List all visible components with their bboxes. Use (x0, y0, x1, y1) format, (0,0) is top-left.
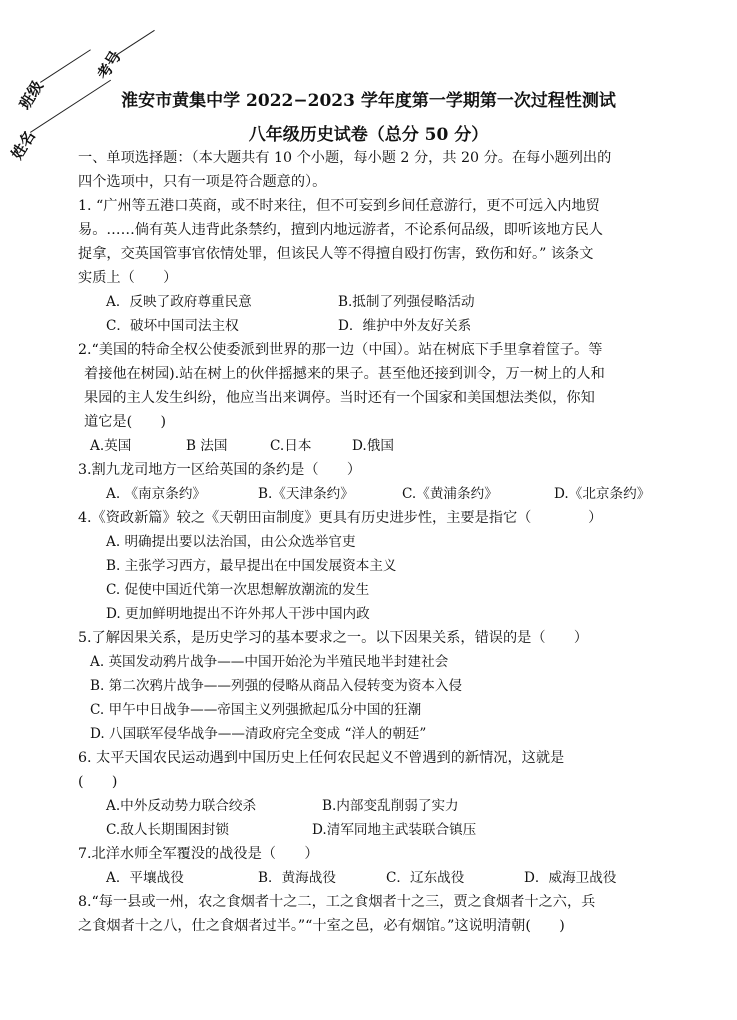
section-heading-line1: 一、单项选择题：（本大题共有 10 个小题，每小题 2 分，共 20 分。在每小题列出的 (78, 150, 612, 166)
exam-subtitle: 八年级历史试卷（总分 50 分） (248, 125, 489, 145)
q1-stem-line3: 捉拿，交英国管事官依情处罪，但该民人等不得擅自殴打伤害，致伤和好。” 该条文 (78, 246, 594, 262)
q3-option-c[interactable]: C.《黄浦条约》 (402, 486, 498, 502)
name-label: 姓名 (7, 127, 39, 163)
q2-stem-line2: 着接他在树园).站在树上的伙伴摇撼来的果子。甚至他还接到训令，万一树上的人和 (84, 366, 605, 382)
id-label: 考号 (93, 47, 125, 83)
q2-option-d[interactable]: D.俄国 (352, 438, 394, 454)
q4-option-a[interactable]: A. 明确提出要以法治国，由公众选举官吏 (106, 534, 356, 550)
q8-stem-line1: 8.“每一县或一州，农之食烟者十之二，工之食烟者十之三，贾之食烟者十之六，兵 (78, 894, 596, 910)
q3-option-a[interactable]: A. 《南京条约》 (106, 486, 207, 502)
q2-stem-line4: 道它是( ) (84, 414, 167, 430)
q2-stem-line1: 2.“美国的特命全权公使委派到世界的那一边（中国）。站在树底下手里拿着筐子。等 (78, 342, 603, 358)
q1-option-a[interactable]: A．反映了政府尊重民意 (106, 294, 252, 310)
q6-option-b[interactable]: B.内部变乱削弱了实力 (322, 798, 459, 814)
q6-option-a[interactable]: A.中外反动势力联合绞杀 (106, 798, 257, 814)
id-blank-line (114, 30, 155, 57)
q6-stem-line2: ( ) (78, 774, 118, 790)
q3-option-b[interactable]: B.《天津条约》 (258, 486, 354, 502)
q5-option-a[interactable]: A. 英国发动鸦片战争——中国开始沦为半殖民地半封建社会 (90, 654, 449, 670)
q5-stem: 5.了解因果关系，是历史学习的基本要求之一。以下因果关系，错误的是（ ） (78, 630, 589, 646)
class-label: 班级 (15, 77, 47, 113)
q1-stem-line4: 实质上（ ） (78, 270, 178, 286)
q5-option-b[interactable]: B. 第二次鸦片战争——列强的侵略从商品入侵转变为资本入侵 (90, 678, 463, 694)
q2-option-b[interactable]: B 法国 (186, 438, 228, 454)
q5-option-d[interactable]: D. 八国联军侵华战争——清政府完全变成 “洋人的朝廷” (90, 726, 427, 742)
q5-option-c[interactable]: C. 甲午中日战争——帝国主义列强掀起瓜分中国的狂潮 (90, 702, 422, 718)
q2-stem-line3: 果园的主人发生纠纷，他应当出来调停。当时还有一个国家和美国想法类似，你知 (84, 390, 595, 406)
q6-stem-line1: 6. 太平天国农民运动遇到中国历史上任何农民起义不曾遇到的新情况，这就是 (78, 750, 565, 766)
q3-stem: 3.割九龙司地方一区给英国的条约是（ ） (78, 462, 362, 478)
q6-option-c[interactable]: C.敌人长期围困封锁 (106, 822, 229, 838)
q1-option-b[interactable]: B.抵制了列强侵略活动 (338, 294, 475, 310)
q7-option-c[interactable]: C．辽东战役 (386, 870, 465, 886)
q4-stem: 4.《资政新篇》较之《天朝田亩制度》更具有历史进步性，主要是指它（ ） (78, 510, 603, 526)
q4-option-c[interactable]: C. 促使中国近代第一次思想解放潮流的发生 (106, 582, 370, 598)
q7-stem: 7.北洋水师全军覆没的战役是（ ） (78, 846, 319, 862)
q7-option-b[interactable]: B．黄海战役 (258, 870, 336, 886)
q7-option-a[interactable]: A．平壤战役 (106, 870, 184, 886)
q4-option-b[interactable]: B. 主张学习西方，最早提出在中国发展资本主义 (106, 558, 397, 574)
q1-stem-line2: 易。……倘有英人违背此条禁约，擅到内地远游者，不论系何品级，即听该地方民人 (78, 222, 603, 238)
q4-option-d[interactable]: D. 更加鲜明地提出不许外邦人干涉中国内政 (106, 606, 370, 622)
exam-title: 淮安市黄集中学 2022−2023 学年度第一学期第一次过程性测试 (121, 91, 616, 111)
section-heading-line2: 四个选项中，只有一项是符合题意的）。 (78, 174, 327, 190)
q1-stem-line1: 1. “广州等五港口英商，或不时来往，但不可妄到乡间任意游行，更不可远入内地贸 (78, 198, 600, 214)
q2-option-a[interactable]: A.英国 (90, 438, 132, 454)
q6-option-d[interactable]: D.清军同地主武装联合镇压 (312, 822, 477, 838)
class-blank-line (40, 49, 91, 83)
q7-option-d[interactable]: D．威海卫战役 (524, 870, 617, 886)
q8-stem-line2: 之食烟者十之八，仕之食烟者过半。”“十室之邑，必有烟馆。”这说明清朝( ) (78, 918, 565, 934)
q2-option-c[interactable]: C.日本 (270, 438, 312, 454)
q1-option-d[interactable]: D．维护中外友好关系 (338, 318, 472, 334)
q1-option-c[interactable]: C．破坏中国司法主权 (106, 318, 239, 334)
q3-option-d[interactable]: D.《北京条约》 (554, 486, 651, 502)
